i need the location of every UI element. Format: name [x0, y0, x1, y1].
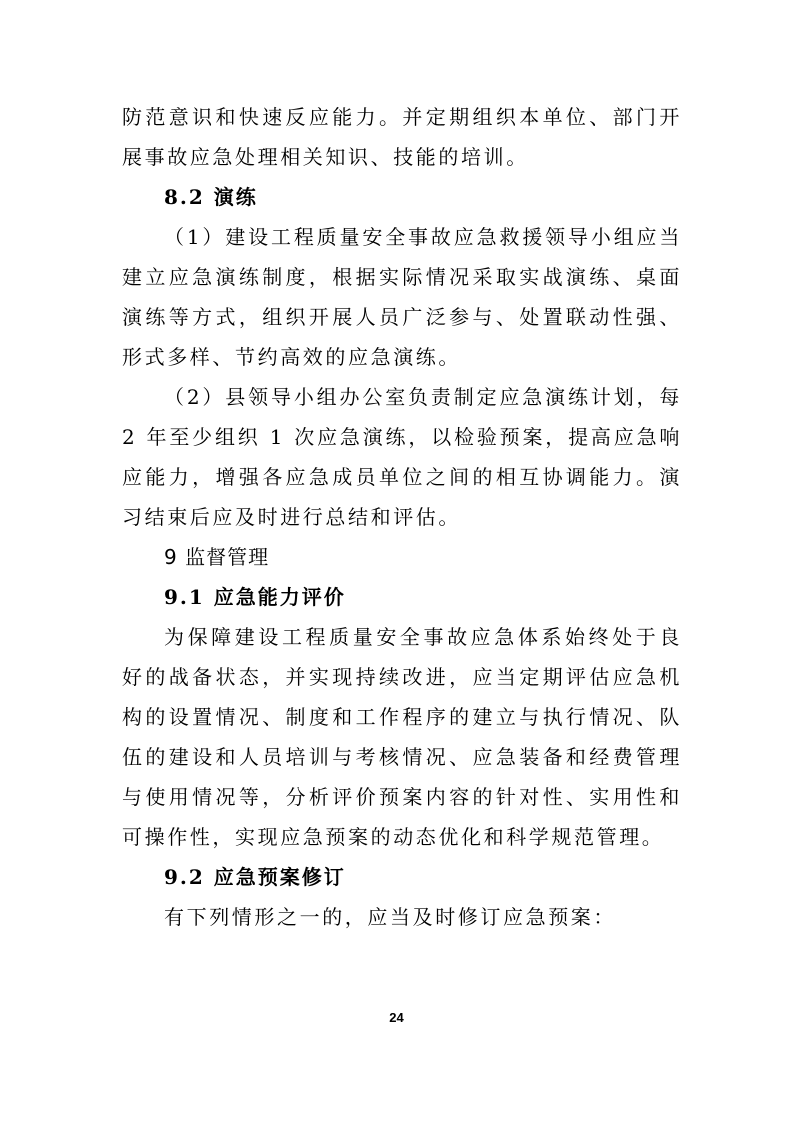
document-body	[122, 97, 682, 937]
section-heading-9-supervision: 9 监督管理	[164, 545, 270, 569]
section-heading-9-2-plan-revision: 9.2 应急预案修订	[164, 865, 346, 889]
section-heading-8-2-drills: 8.2 演练	[164, 185, 258, 209]
section-heading-9-1-capability-evaluation: 9.1 应急能力评价	[164, 585, 346, 609]
page-number: 24	[389, 1010, 404, 1025]
paragraph-drill-system: （1）建设工程质量安全事故应急救援领导小组应当建立应急演练制度，根据实际情况采取实战演练、桌面演练等方式，组织开展人员广泛参与、处置联动性强、形式多样、节约高效的应急演练。	[122, 225, 682, 369]
paragraph-plan-revision-conditions: 有下列情形之一的，应当及时修订应急预案：	[164, 905, 616, 929]
paragraph-capability-evaluation: 为保障建设工程质量安全事故应急体系始终处于良好的战备状态，并实现持续改进，应当定期评估应急机构的设置情况、制度和工作程序的建立与执行情况、队伍的建设和人员培训与考核情况、应急装备和经费管理与使用情况等，分析评价预案内容的针对性、实用性和可操作性，实现应急预案的动态优化和科学规范管理。	[122, 625, 682, 849]
paragraph-training-continuation: 防范意识和快速反应能力。并定期组织本单位、部门开展事故应急处理相关知识、技能的培训。	[122, 105, 682, 169]
paragraph-drill-plan: （2）县领导小组办公室负责制定应急演练计划，每 2 年至少组织 1 次应急演练，以检验预案，提高应急响应能力，增强各应急成员单位之间的相互协调能力。演习结束后应及时进行总结和评估。	[122, 385, 682, 529]
